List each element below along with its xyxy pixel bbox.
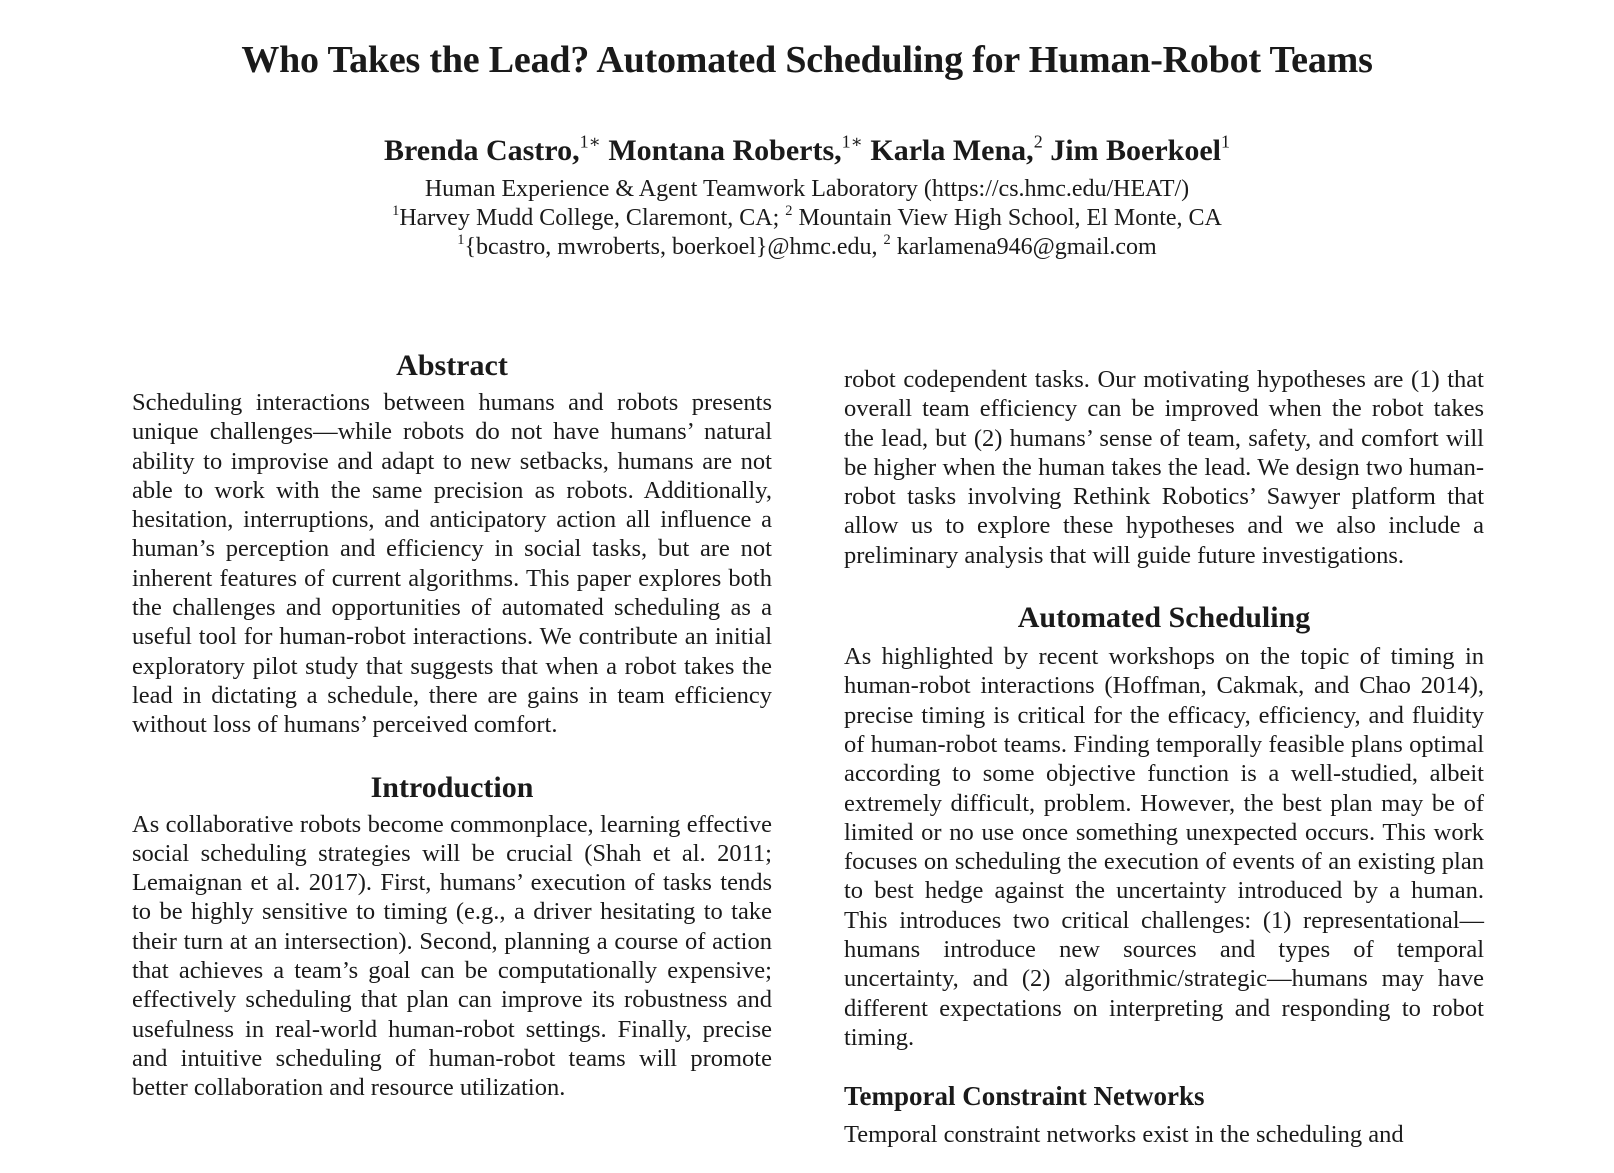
right-column bbox=[844, 365, 1484, 1149]
introduction-text: As collaborative robots become commonplace, learning effective social scheduling strategies will be crucial (Shah et al. 2011; Lemaignan et al. 2017). First, humans’ execution of tasks tends to be highly sensitive to timing (e.g., a driver hesitating to take their turn at an intersection). Second, planning a course of action that achieves a team’s goal can be computationally expensive; effectively scheduling that plan can improve its robustness and usefulness in real-world human-robot settings. Finally, precise and intuitive scheduling of human-robot teams will promote better collaboration and resource utilization. bbox=[132, 810, 772, 1102]
institution-affiliations bbox=[0, 202, 1614, 232]
affil-mark: 2 bbox=[785, 202, 793, 219]
affil-text: Mountain View High School, El Monte, CA bbox=[792, 205, 1222, 231]
author-emails bbox=[0, 231, 1614, 261]
temporal-constraint-networks-heading: Temporal Constraint Networks bbox=[844, 1081, 1205, 1112]
intro-continued-text: robot codependent tasks. Our motivating hypotheses are (1) that overall team efficiency can be improved when the robot takes the lead, but (2) humans’ sense of team, safety, and comfort will be higher when the human takes the lead. We design two human-robot tasks involving Rethink Robotics’ Sawyer platform that allow us to explore these hypotheses and we also include a preliminary analysis that will guide future investigations. bbox=[844, 366, 1484, 569]
introduction-heading: Introduction bbox=[370, 770, 534, 804]
paper-title: Who Takes the Lead? Automated Scheduling for Human-Robot Teams bbox=[241, 39, 1373, 81]
affil-mark: 1 bbox=[392, 202, 400, 219]
author-mark: 1∗ bbox=[841, 131, 863, 152]
lab-affiliation: Human Experience & Agent Teamwork Laboratory (https://cs.hmc.edu/HEAT/) bbox=[424, 176, 1190, 202]
author-name: Jim Boerkoel bbox=[1050, 134, 1221, 167]
email-mark: 2 bbox=[883, 231, 891, 248]
author-name: Karla Mena, bbox=[870, 134, 1034, 167]
affil-text: Harvey Mudd College, Claremont, CA; bbox=[399, 205, 786, 231]
email-text: karlamena946@gmail.com bbox=[890, 234, 1157, 260]
author-list bbox=[0, 131, 1614, 168]
abstract-heading: Abstract bbox=[396, 349, 508, 382]
automated-scheduling-heading: Automated Scheduling bbox=[1017, 601, 1311, 635]
automated-scheduling-text: As highlighted by recent workshops on the topic of timing in human-robot interactions (Hoffman, Cakmak, and Chao 2014), precise timing is critical for the efficacy, efficiency, and fluidity of human-robot teams. Finding temporally feasible plans optimal according to some objective function is a well-studied, albeit extremely difficult, problem. However, the best plan may be of limited or no use once something unexpected occurs. This work focuses on scheduling the execution of events of an existing plan to best hedge against the uncertainty introduced by a human. This introduces two critical challenges: (1) representational—humans introduce new sources and types of temporal uncertainty, and (2) algorithmic/strategic—humans may have different expectations on interpreting and responding to robot timing. bbox=[844, 643, 1484, 1051]
author-name: Montana Roberts, bbox=[608, 134, 842, 167]
abstract-text: Scheduling interactions between humans and robots presents unique challenges—while robots do not have humans’ natural ability to improvise and adapt to new setbacks, humans are not able to work with the same precision as robots. Additionally, hesitation, interruptions, and anticipatory action all influence a human’s perception and efficiency in social tasks, but are not inherent features of current algorithms. This paper explores both the challenges and opportunities of automated scheduling as a useful tool for human-robot interactions. We contribute an initial exploratory pilot study that suggests that when a robot takes the lead in dictating a schedule, there are gains in team efficiency without loss of humans’ perceived comfort. bbox=[132, 389, 772, 739]
author-name: Brenda Castro, bbox=[384, 134, 580, 167]
email-mark: 1 bbox=[457, 231, 465, 248]
author-mark: 1∗ bbox=[579, 131, 601, 152]
temporal-constraint-networks-text: Temporal constraint networks exist in the scheduling and bbox=[844, 1121, 1404, 1149]
email-text: {bcastro, mwroberts, boerkoel}@hmc.edu, bbox=[464, 234, 884, 260]
author-mark: 2 bbox=[1033, 131, 1043, 152]
author-mark: 1 bbox=[1221, 131, 1230, 152]
left-column bbox=[132, 348, 772, 1103]
